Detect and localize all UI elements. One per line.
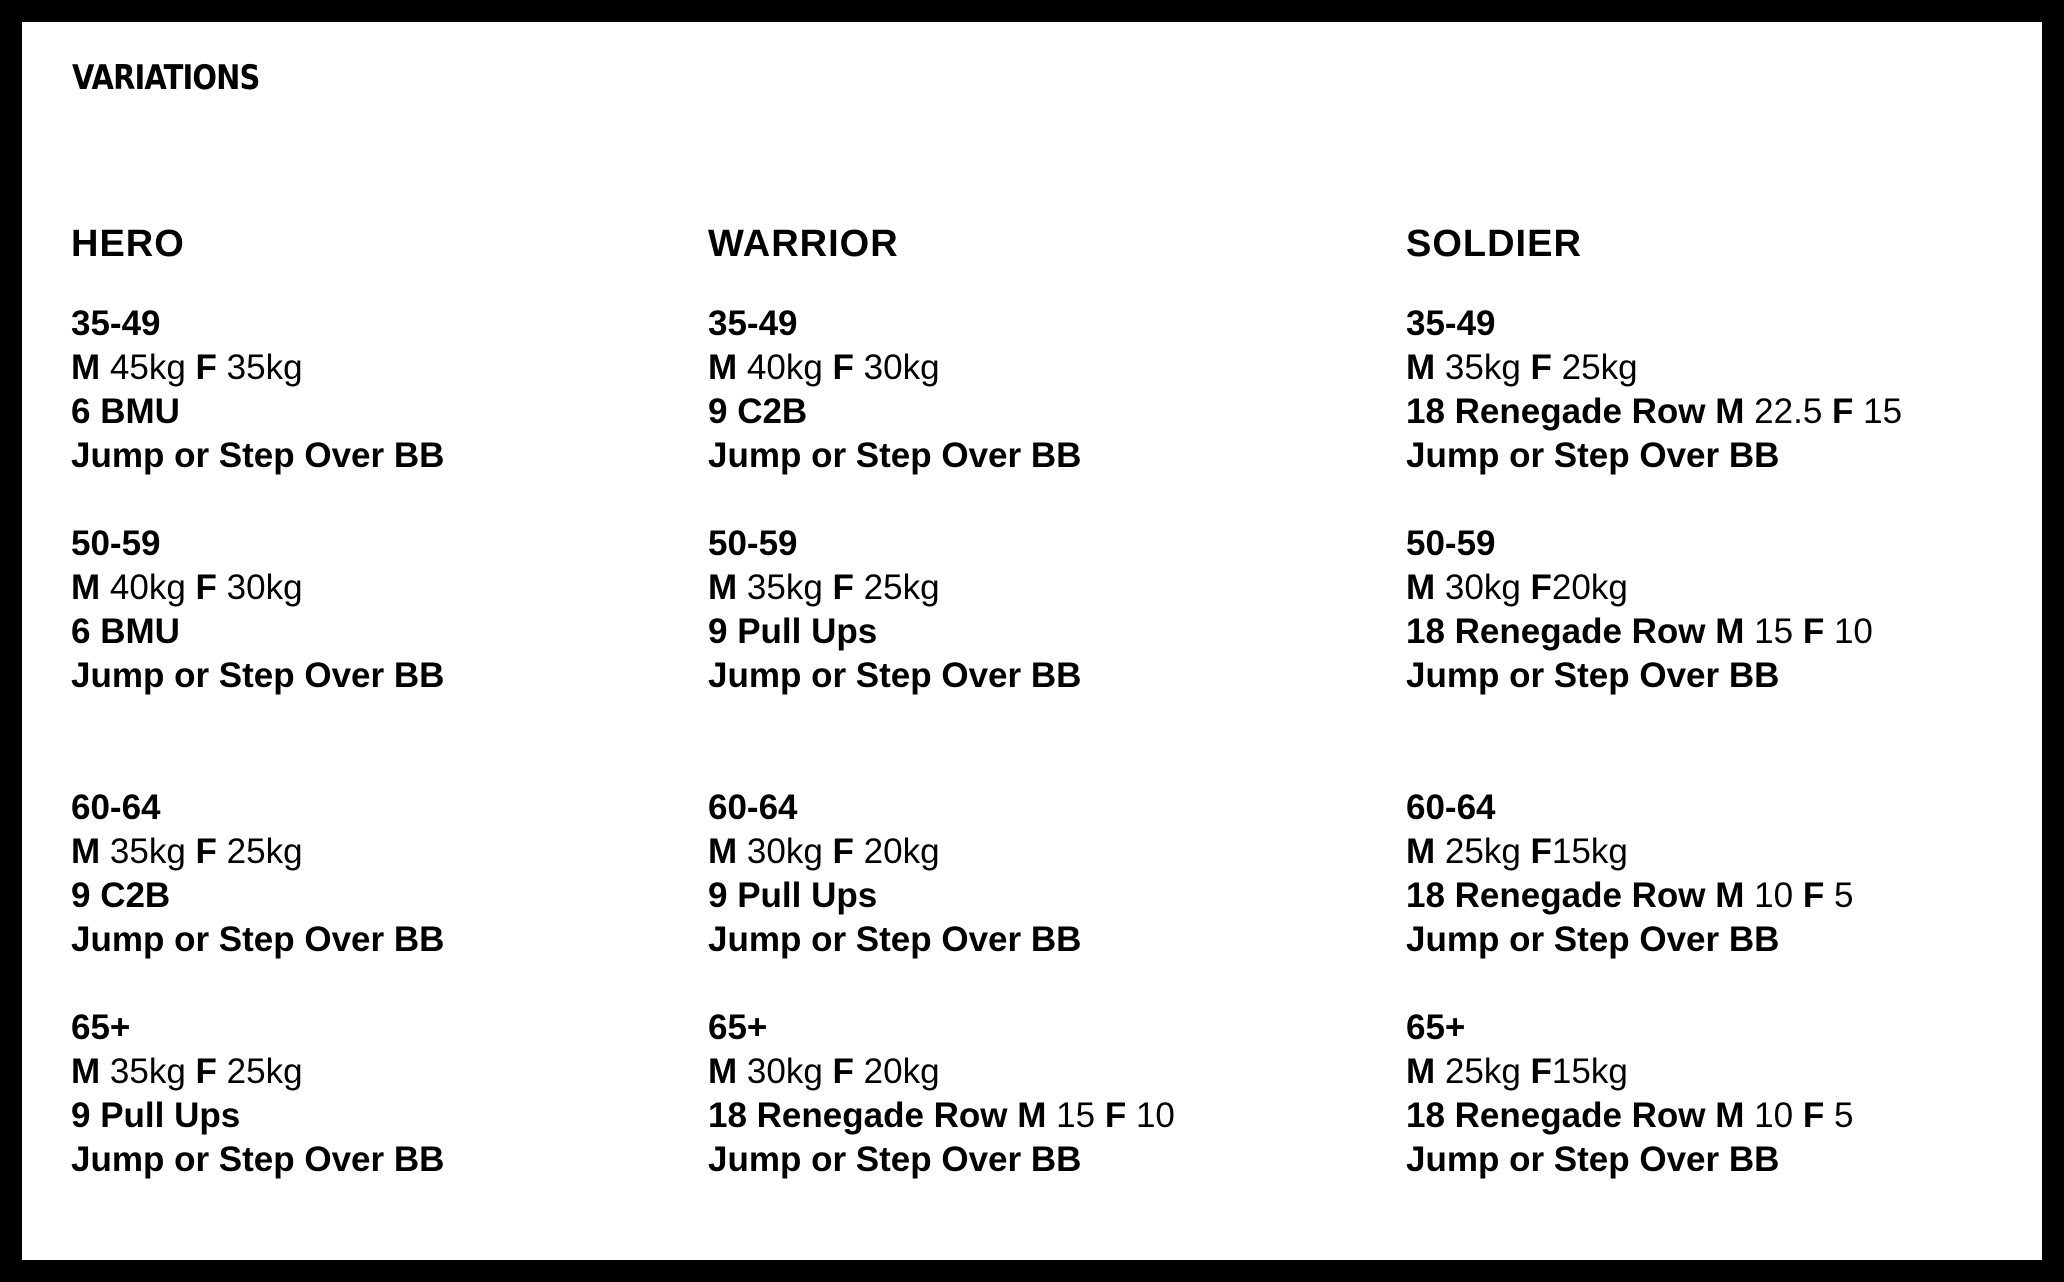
- male-weight: 40kg: [109, 568, 186, 607]
- age-group-block: [71, 522, 711, 698]
- age-group-block: [71, 786, 711, 962]
- finisher-line: Jump or Step Over BB: [708, 1140, 1082, 1179]
- female-label: F: [195, 348, 217, 387]
- age-range: 60-64: [708, 788, 798, 827]
- column-soldier: [1406, 222, 1903, 1179]
- male-weight: 40kg: [746, 348, 823, 387]
- finisher-line: Jump or Step Over BB: [71, 656, 445, 695]
- male-label: M: [1406, 832, 1436, 871]
- finisher-line: Jump or Step Over BB: [708, 656, 1082, 695]
- female-label: F: [195, 568, 217, 607]
- column-heading: SOLDIER: [1406, 223, 1582, 265]
- exercise-line: 6 BMU: [71, 612, 180, 651]
- male-weight: 45kg: [109, 348, 186, 387]
- weight-line: [71, 830, 711, 874]
- exercise-line: [1406, 1094, 2046, 1138]
- exercise-name: 18 Renegade Row: [1406, 392, 1706, 431]
- female-label: F: [832, 568, 854, 607]
- exercise-line: [708, 1094, 1348, 1138]
- age-group-block: [71, 1006, 711, 1182]
- age-group-block: [1406, 522, 2046, 698]
- female-weight: 35kg: [226, 348, 303, 387]
- male-label: M: [71, 348, 101, 387]
- male-label: M: [708, 1052, 738, 1091]
- finisher-line: Jump or Step Over BB: [1406, 436, 1780, 475]
- female-weight: 25kg: [1561, 348, 1638, 387]
- weight-line: [708, 566, 1348, 610]
- column-heading: HERO: [71, 223, 185, 265]
- row-female-value: 10: [1833, 612, 1873, 651]
- finisher-line: Jump or Step Over BB: [708, 920, 1082, 959]
- exercise-line: [1406, 390, 2046, 434]
- row-female-value: 5: [1833, 1096, 1854, 1135]
- weight-line: [1406, 830, 2046, 874]
- weight-line: [1406, 566, 2046, 610]
- male-label: M: [708, 832, 738, 871]
- male-label: M: [1406, 568, 1436, 607]
- column-hero: [71, 222, 445, 1179]
- row-female-label: F: [1802, 1096, 1825, 1135]
- row-male-label: M: [1715, 1096, 1745, 1135]
- row-male-value: 15: [1056, 1096, 1096, 1135]
- male-weight: 30kg: [746, 832, 823, 871]
- row-male-value: 15: [1754, 612, 1794, 651]
- weight-line: [1406, 1050, 2046, 1094]
- male-label: M: [71, 1052, 101, 1091]
- exercise-line: 9 C2B: [71, 876, 171, 915]
- female-weight: 25kg: [226, 1052, 303, 1091]
- row-male-label: M: [1715, 612, 1745, 651]
- female-weight: 15kg: [1551, 1052, 1628, 1091]
- row-male-value: 10: [1754, 876, 1794, 915]
- male-weight: 35kg: [109, 1052, 186, 1091]
- page-title: VARIATIONS: [72, 58, 260, 98]
- exercise-line: [1406, 874, 2046, 918]
- female-label: F: [195, 832, 217, 871]
- exercise-line: 9 Pull Ups: [708, 612, 878, 651]
- exercise-line: 9 Pull Ups: [71, 1096, 241, 1135]
- male-label: M: [708, 568, 738, 607]
- female-weight: 20kg: [863, 1052, 940, 1091]
- age-range: 65+: [71, 1008, 131, 1047]
- row-male-value: 22.5: [1754, 392, 1823, 431]
- female-label: F: [1530, 832, 1552, 871]
- age-range: 50-59: [708, 524, 798, 563]
- age-range: 65+: [708, 1008, 768, 1047]
- column-heading: WARRIOR: [708, 223, 899, 265]
- age-range: 65+: [1406, 1008, 1466, 1047]
- finisher-line: Jump or Step Over BB: [1406, 656, 1780, 695]
- age-range: 50-59: [1406, 524, 1496, 563]
- female-label: F: [832, 1052, 854, 1091]
- age-range: 35-49: [708, 304, 798, 343]
- exercise-name: 18 Renegade Row: [1406, 612, 1706, 651]
- female-weight: 25kg: [863, 568, 940, 607]
- row-female-value: 5: [1833, 876, 1854, 915]
- exercise-line: 6 BMU: [71, 392, 180, 431]
- female-weight: 30kg: [226, 568, 303, 607]
- weight-line: [708, 346, 1348, 390]
- finisher-line: Jump or Step Over BB: [71, 436, 445, 475]
- age-group-block: [708, 522, 1348, 698]
- row-male-label: M: [1715, 876, 1745, 915]
- male-label: M: [71, 832, 101, 871]
- age-range: 60-64: [1406, 788, 1496, 827]
- age-group-block: [1406, 1006, 2046, 1182]
- finisher-line: Jump or Step Over BB: [71, 920, 445, 959]
- exercise-line: [1406, 610, 2046, 654]
- weight-line: [71, 1050, 711, 1094]
- male-weight: 25kg: [1444, 1052, 1521, 1091]
- exercise-name: 18 Renegade Row: [708, 1096, 1008, 1135]
- female-weight: 25kg: [226, 832, 303, 871]
- row-female-label: F: [1832, 392, 1854, 431]
- row-male-label: M: [1715, 392, 1745, 431]
- column-warrior: [708, 222, 1175, 1179]
- weight-line: [71, 346, 711, 390]
- weight-line: [71, 566, 711, 610]
- female-weight: 30kg: [863, 348, 940, 387]
- weight-line: [708, 830, 1348, 874]
- female-label: F: [1530, 568, 1552, 607]
- female-label: F: [832, 832, 854, 871]
- age-group-block: [708, 302, 1348, 478]
- male-weight: 30kg: [746, 1052, 823, 1091]
- age-group-block: [1406, 786, 2046, 962]
- finisher-line: Jump or Step Over BB: [708, 436, 1082, 475]
- weight-line: [708, 1050, 1348, 1094]
- age-group-block: [708, 786, 1348, 962]
- weight-line: [1406, 346, 2046, 390]
- age-group-block: [1406, 302, 2046, 478]
- finisher-line: Jump or Step Over BB: [1406, 920, 1780, 959]
- row-female-label: F: [1104, 1096, 1127, 1135]
- age-range: 35-49: [71, 304, 161, 343]
- female-label: F: [1530, 348, 1552, 387]
- exercise-name: 18 Renegade Row: [1406, 876, 1706, 915]
- male-label: M: [1406, 348, 1436, 387]
- male-weight: 30kg: [1444, 568, 1521, 607]
- age-group-block: [71, 302, 711, 478]
- female-label: F: [832, 348, 854, 387]
- row-male-value: 10: [1754, 1096, 1794, 1135]
- female-weight: 20kg: [863, 832, 940, 871]
- finisher-line: Jump or Step Over BB: [71, 1140, 445, 1179]
- male-weight: 35kg: [109, 832, 186, 871]
- female-weight: 20kg: [1551, 568, 1628, 607]
- male-label: M: [1406, 1052, 1436, 1091]
- female-label: F: [195, 1052, 217, 1091]
- male-weight: 35kg: [1444, 348, 1521, 387]
- exercise-name: 18 Renegade Row: [1406, 1096, 1706, 1135]
- finisher-line: Jump or Step Over BB: [1406, 1140, 1780, 1179]
- male-weight: 35kg: [746, 568, 823, 607]
- age-group-block: [708, 1006, 1348, 1182]
- male-weight: 25kg: [1444, 832, 1521, 871]
- age-range: 50-59: [71, 524, 161, 563]
- row-female-label: F: [1802, 876, 1825, 915]
- row-female-value: 15: [1863, 392, 1903, 431]
- male-label: M: [71, 568, 101, 607]
- row-female-label: F: [1802, 612, 1825, 651]
- exercise-line: 9 Pull Ups: [708, 876, 878, 915]
- age-range: 60-64: [71, 788, 161, 827]
- row-female-value: 10: [1135, 1096, 1175, 1135]
- age-range: 35-49: [1406, 304, 1496, 343]
- male-label: M: [708, 348, 738, 387]
- row-male-label: M: [1017, 1096, 1047, 1135]
- female-label: F: [1530, 1052, 1552, 1091]
- female-weight: 15kg: [1551, 832, 1628, 871]
- exercise-line: 9 C2B: [708, 392, 808, 431]
